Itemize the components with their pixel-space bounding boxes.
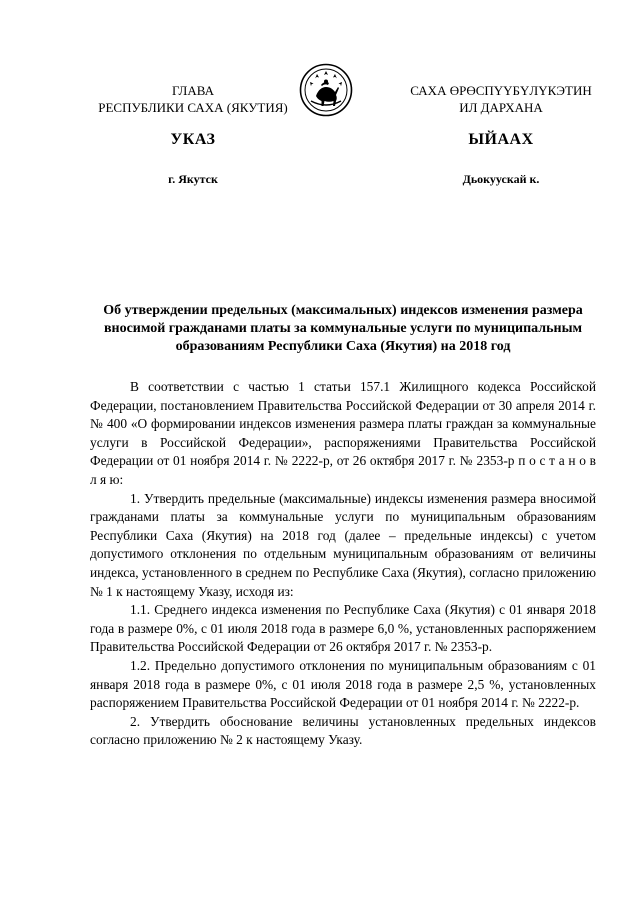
paragraph-item-1-2: 1.2. Предельно допустимого отклонения по муниципальным образованиям с 01 января 2018 года в размере 0%, с 01 июля 2018 года в размере 2,5 %, установленных распоряжением Правительства Российской Федерации от 01 ноября 2014 г. № 2222-р. xyxy=(90,657,596,711)
header-right-line1: САХА ӨРӨСПҮҮБҮЛҮКЭТИН xyxy=(410,83,592,98)
document-body xyxy=(90,378,596,750)
header-right-block xyxy=(396,82,606,116)
paragraph-item-1-1: 1.1. Среднего индекса изменения по Республике Саха (Якутия) с 01 января 2018 года в размере 0%, с 01 июля 2018 года в размере 6,0 %, установленных распоряжением Правительства Российской Федерации от 26 октября 2017 г. № 2353-р. xyxy=(90,602,596,655)
decree-title-ru: УКАЗ xyxy=(170,131,216,148)
city-ru: г. Якутск xyxy=(168,172,218,186)
header-left-line2: РЕСПУБЛИКИ САХА (ЯКУТИЯ) xyxy=(98,100,288,115)
paragraph-item-2: 2. Утвердить обоснование величины установленных предельных индексов согласно приложению № 2 к настоящему Указу. xyxy=(90,713,596,748)
header-left-line1: ГЛАВА xyxy=(172,83,214,98)
coat-of-arms-icon xyxy=(299,63,353,117)
header-left-block xyxy=(88,82,298,116)
paragraph-preamble: В соответствии с частью 1 статьи 157.1 Жилищного кодекса Российской Федерации, постановлением Правительства Российской Федерации от 30 апреля 2014 г. № 400 «О формировании индексов изменения размера платы граждан за коммунальные услуги в Российской Федерации», распоряжениями Правительства Российской Федерации от 01 ноября 2014 г. № 2222-р, от 26 октября 2017 г. № 2353-р п о с т а н о в л я ю: xyxy=(90,379,596,487)
header-right-line2: ИЛ ДАРХАНА xyxy=(459,100,543,115)
city-sakha: Дьокуускай к. xyxy=(462,172,540,186)
document-title: Об утверждении предельных (максимальных) индексов изменения размера вносимой гражданами платы за коммунальные услуги по муниципальным образованиям Республики Саха (Якутия) на 2018 год xyxy=(103,303,583,354)
decree-title-sakha: ЫЙААХ xyxy=(468,131,534,148)
paragraph-item-1: 1. Утвердить предельные (максимальные) индексы изменения размера вносимой гражданами платы за коммунальные услуги по муниципальным образованиям Республики Саха (Якутия) на 2018 год (далее – предельные индексы) с учетом допустимого отклонения по отдельным муниципальным образованиям от величины индекса, установленного в среднем по Республике Саха (Якутия), согласно приложению № 1 к настоящему Указу, исходя из: xyxy=(90,490,596,599)
